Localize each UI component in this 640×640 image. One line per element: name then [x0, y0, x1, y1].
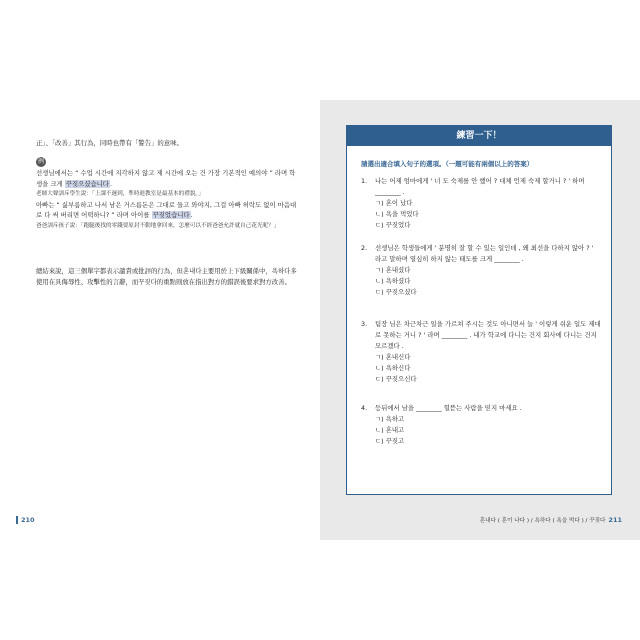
running-footer — [480, 516, 622, 524]
question-text: 선생님은 학생들에게 ' 분명히 잘 할 수 있는 일인데 , 왜 최선을 다하지 않아 ? ' 라고 말하며 열심히 하지 않는 태도를 크게 ________ . — [375, 244, 594, 263]
question-3 — [361, 319, 601, 385]
question-text: 나는 어제 엄마에게 ' 너 도 숙제를 안 했어 ? 대체 언제 숙제 할거니 ? ' 하며 ________ . — [375, 177, 585, 196]
option-b: ㄴ) 욕하셨다 — [375, 277, 411, 285]
question-4 — [361, 403, 601, 447]
question-number: 4. — [361, 404, 368, 412]
example-chinese-1: 老師大聲訓斥學生說：「上課不遲到，準時進教室是最基本的禮貌。」 — [36, 191, 204, 197]
exercise-card — [346, 125, 612, 495]
exercise-title: 練習一下！ — [347, 126, 611, 146]
option-a: ㄱ) 혼내신다 — [375, 353, 411, 361]
page-number-right: 211 — [608, 516, 622, 524]
question-1 — [361, 176, 601, 231]
highlight-word: 꾸짖었습니다 — [152, 211, 190, 219]
left-page — [0, 100, 320, 540]
intro-paragraph: 正」、「改善」其行為，同時也帶有「警告」的意味。 — [36, 139, 183, 147]
option-a: ㄱ) 혼이 났다 — [375, 199, 413, 207]
option-a: ㄱ) 혼내셨다 — [375, 266, 411, 274]
example-chinese-2: 爸爸訓斥孩子說：「跑腿後找的零錢要原封不動地拿回來，怎麼可以不經爸爸允許就自己花光呢？」 — [36, 222, 280, 229]
exercise-instruction: 請選出適合填入句子的選項。（一題可能有兩個以上的答案） — [361, 160, 534, 168]
highlight-word: 꾸짖으셨습니다 — [65, 179, 109, 188]
option-b: ㄴ) 욕을 먹었다 — [375, 210, 419, 218]
option-b: ㄴ) 욕하신다 — [375, 364, 411, 372]
option-c: ㄷ) 꾸짖으신다 — [375, 375, 417, 383]
page-number-left: 210 — [16, 516, 35, 524]
question-text: 등뒤에서 남을 ________ 헐뜯는 사람을 믿지 마세요 . — [375, 404, 522, 412]
question-number: 2. — [361, 244, 368, 252]
example-korean-2: 아빠는 “ 싫부름하고 나서 남은 거스름돈은 그대로 들고 와야지, 그걸 아빠 허락도 없이 마음대로 다 써 버리면 어떡하니? ” 라며 아이를 꾸짖었습니다. — [36, 200, 297, 219]
example-block — [36, 168, 298, 231]
footer-text: 혼내다 ( 혼이 나다 ) / 욕하다 ( 욕을 먹다 ) / 꾸짖다 — [479, 518, 606, 524]
question-text: 팀장 님은 차근차근 일을 가르쳐 주시는 것도 아니면서 늘 ' 이렇게 쉬운 일도 제대로 못하는 거니 ? ' 라며 ________ . 내가 학교에 다니는 건지 회사에 다니는 건지 모르겠다 . — [375, 320, 601, 350]
option-c: ㄷ) 꾸짖었다 — [375, 221, 411, 229]
option-a: ㄱ) 욕하고 — [375, 415, 405, 423]
option-b: ㄴ) 혼내고 — [375, 426, 405, 434]
option-c: ㄷ) 꾸짖고 — [375, 437, 405, 445]
example-korean-1: 선생님에서는 “ 수업 시간에 지각하지 않고 제 시간에 오는 건 가장 기본적인 예의야 ” 라며 학생을 크게 꾸짖으셨습니다. — [36, 169, 296, 188]
example-badge: 例 — [37, 158, 44, 165]
question-2 — [361, 243, 601, 298]
question-number: 3. — [361, 320, 368, 328]
option-c: ㄷ) 꾸짖으셨다 — [375, 288, 417, 296]
summary-paragraph: 總結來說，這三個單字都表示譴責或批評的行為，但혼내다主要用於上下級關係中，욕하다多使用在具侮辱性、攻擊性的言辭，而꾸짖다的重點則放在指出對方的錯誤後要求對方改善。 — [36, 267, 297, 286]
question-number: 1. — [361, 177, 368, 185]
right-page — [320, 100, 640, 540]
